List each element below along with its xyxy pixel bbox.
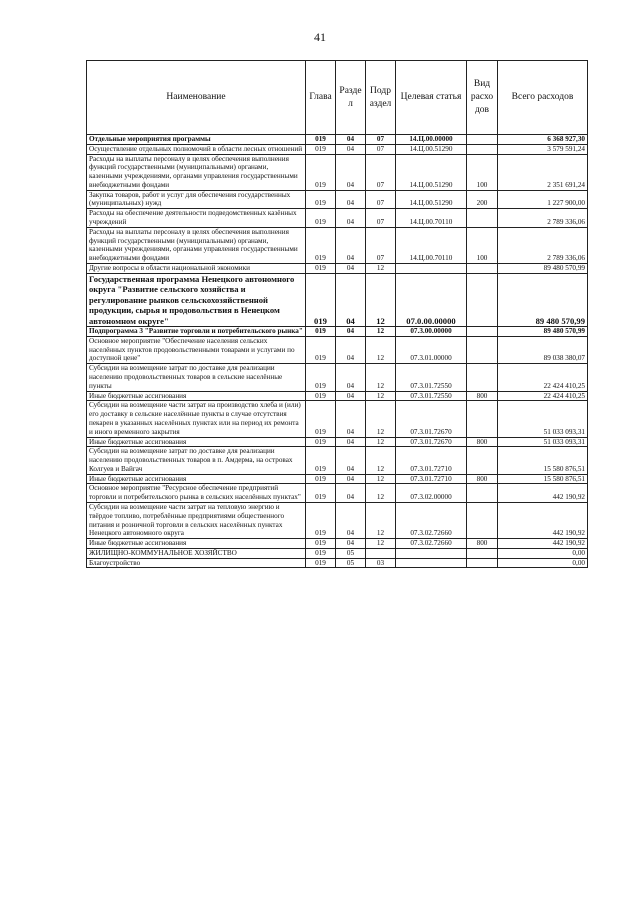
cell-total: 0,00 (498, 548, 588, 558)
cell-glava: 019 (306, 336, 336, 363)
cell-vid (467, 447, 498, 474)
table-row (87, 336, 588, 363)
cell-target: 14.Ц.00.51290 (396, 144, 467, 154)
cell-razdel: 04 (336, 539, 366, 549)
cell-total: 2 351 691,24 (498, 154, 588, 190)
cell-name: Благоустройство (87, 558, 306, 568)
cell-podrazdel: 12 (366, 502, 396, 538)
cell-vid: 800 (467, 539, 498, 549)
cell-total: 1 227 900,00 (498, 190, 588, 209)
cell-name: Осуществление отдельных полномочий в области лесных отношений (87, 144, 306, 154)
cell-podrazdel: 12 (366, 484, 396, 503)
cell-podrazdel: 12 (366, 364, 396, 391)
cell-vid (467, 502, 498, 538)
cell-target (396, 263, 467, 273)
cell-total: 2 789 336,06 (498, 227, 588, 263)
cell-name: Расходы на выплаты персоналу в целях обеспечения выполнения функций государственными (муниципальными) органами, казенными учреждениями, органами управления государственными внебюджетными фондами (87, 154, 306, 190)
cell-podrazdel: 12 (366, 539, 396, 549)
cell-razdel: 04 (336, 144, 366, 154)
table-row (87, 548, 588, 558)
header-podrazdel: Подр аздел (366, 61, 396, 135)
cell-vid: 800 (467, 437, 498, 447)
page-number: 41 (314, 30, 326, 44)
cell-razdel: 04 (336, 474, 366, 484)
cell-razdel: 04 (336, 327, 366, 337)
cell-target: 07.3.01.72710 (396, 474, 467, 484)
cell-glava: 019 (306, 401, 336, 437)
cell-razdel: 04 (336, 273, 366, 326)
cell-name: Основное мероприятие "Ресурсное обеспечение предприятий торговли и потребительского рынка в сельских населённых пунктах" (87, 484, 306, 503)
table-row (87, 273, 588, 326)
cell-vid: 800 (467, 391, 498, 401)
cell-name: ЖИЛИЩНО-КОММУНАЛЬНОЕ ХОЗЯЙСТВО (87, 548, 306, 558)
cell-total: 442 190,92 (498, 484, 588, 503)
cell-vid: 200 (467, 190, 498, 209)
cell-podrazdel (366, 548, 396, 558)
cell-total: 2 789 336,06 (498, 209, 588, 228)
cell-vid (467, 558, 498, 568)
table-header-row (87, 61, 588, 135)
cell-podrazdel: 12 (366, 437, 396, 447)
cell-total: 15 580 876,51 (498, 474, 588, 484)
cell-target: 14.Ц.00.51290 (396, 190, 467, 209)
cell-vid (467, 135, 498, 145)
cell-target: 14.Ц.00.70110 (396, 209, 467, 228)
cell-glava: 019 (306, 391, 336, 401)
cell-name: Расходы на обеспечение деятельности подведомственных казённых учреждений (87, 209, 306, 228)
cell-vid: 100 (467, 227, 498, 263)
cell-name: Субсидии на возмещение затрат по доставке для реализации населению продовольственных товаров в сельские населённые пункты (87, 364, 306, 391)
cell-target: 07.3.01.00000 (396, 336, 467, 363)
table-row (87, 190, 588, 209)
cell-total: 442 190,92 (498, 539, 588, 549)
header-glava: Глава (306, 61, 336, 135)
cell-total: 3 579 591,24 (498, 144, 588, 154)
table-row (87, 447, 588, 474)
cell-glava: 019 (306, 502, 336, 538)
cell-razdel: 04 (336, 190, 366, 209)
cell-vid (467, 548, 498, 558)
cell-podrazdel: 12 (366, 263, 396, 273)
cell-vid (467, 209, 498, 228)
cell-target: 07.3.02.72660 (396, 539, 467, 549)
cell-target: 07.0.00.00000 (396, 273, 467, 326)
cell-name: Субсидии на возмещение затрат по доставке для реализации населению продовольственных товаров в п. Амдерма, на островах Колгуев и Вайгач (87, 447, 306, 474)
cell-glava: 019 (306, 484, 336, 503)
cell-target: 07.3.02.72660 (396, 502, 467, 538)
cell-podrazdel: 12 (366, 327, 396, 337)
cell-name: Субсидии на возмещение части затрат на производство хлеба и (или) его доставку в сельские населённые пункты в случае отсутствия пекарен в указанных населённых пунктах или на период их ремонта и иного временного закрытия (87, 401, 306, 437)
cell-glava: 019 (306, 558, 336, 568)
cell-razdel: 04 (336, 437, 366, 447)
cell-podrazdel: 12 (366, 391, 396, 401)
cell-name: Закупка товаров, работ и услуг для обеспечения государственных (муниципальных) нужд (87, 190, 306, 209)
table-row (87, 227, 588, 263)
cell-podrazdel: 07 (366, 135, 396, 145)
cell-target: 07.3.01.72670 (396, 401, 467, 437)
cell-total: 22 424 410,25 (498, 391, 588, 401)
cell-vid (467, 336, 498, 363)
table-row (87, 364, 588, 391)
cell-name: Расходы на выплаты персоналу в целях обеспечения выполнения функций государственными (муниципальными) органами, казенными учреждениями, органами управления государственными внебюджетными фондами (87, 227, 306, 263)
cell-target: 07.3.01.72710 (396, 447, 467, 474)
cell-total: 89 480 570,99 (498, 273, 588, 326)
cell-target (396, 548, 467, 558)
cell-vid: 100 (467, 154, 498, 190)
cell-name: Иные бюджетные ассигнования (87, 391, 306, 401)
cell-target: 07.3.00.00000 (396, 327, 467, 337)
table-row (87, 154, 588, 190)
cell-target: 14.Ц.00.70110 (396, 227, 467, 263)
cell-vid (467, 263, 498, 273)
cell-name: Государственная программа Ненецкого автономного округа "Развитие сельского хозяйства и регулирование рынков сельскохозяйственной продукции, сырья и продовольствия в Ненецком автономном округе" (87, 273, 306, 326)
cell-total: 22 424 410,25 (498, 364, 588, 391)
table-row (87, 474, 588, 484)
cell-podrazdel: 07 (366, 190, 396, 209)
cell-podrazdel: 12 (366, 336, 396, 363)
cell-glava: 019 (306, 190, 336, 209)
cell-name: Отдельные мероприятия программы (87, 135, 306, 145)
header-vid: Вид расхо дов (467, 61, 498, 135)
cell-glava: 019 (306, 135, 336, 145)
cell-glava: 019 (306, 227, 336, 263)
cell-podrazdel: 12 (366, 474, 396, 484)
cell-target: 14.Ц.00.51290 (396, 154, 467, 190)
cell-name: Другие вопросы в области национальной экономики (87, 263, 306, 273)
cell-podrazdel: 07 (366, 209, 396, 228)
table-row (87, 144, 588, 154)
cell-razdel: 04 (336, 154, 366, 190)
table-row (87, 484, 588, 503)
cell-podrazdel: 07 (366, 144, 396, 154)
cell-target: 07.3.02.00000 (396, 484, 467, 503)
cell-razdel: 04 (336, 227, 366, 263)
cell-razdel: 04 (336, 391, 366, 401)
cell-name: Иные бюджетные ассигнования (87, 437, 306, 447)
table-body (87, 135, 588, 568)
cell-total: 51 033 093,31 (498, 401, 588, 437)
cell-glava: 019 (306, 327, 336, 337)
cell-total: 89 480 570,99 (498, 327, 588, 337)
cell-total: 0,00 (498, 558, 588, 568)
cell-glava: 019 (306, 273, 336, 326)
cell-total: 89 038 380,07 (498, 336, 588, 363)
cell-glava: 019 (306, 474, 336, 484)
cell-glava: 019 (306, 209, 336, 228)
cell-vid (467, 484, 498, 503)
header-target: Целевая статья (396, 61, 467, 135)
cell-razdel: 04 (336, 401, 366, 437)
cell-total: 51 033 093,31 (498, 437, 588, 447)
table-row (87, 401, 588, 437)
cell-total: 15 580 876,51 (498, 447, 588, 474)
cell-total: 6 368 927,30 (498, 135, 588, 145)
cell-name: Иные бюджетные ассигнования (87, 474, 306, 484)
cell-glava: 019 (306, 144, 336, 154)
cell-razdel: 04 (336, 484, 366, 503)
cell-vid (467, 327, 498, 337)
table-row (87, 263, 588, 273)
cell-total: 89 480 570,99 (498, 263, 588, 273)
cell-razdel: 04 (336, 502, 366, 538)
cell-glava: 019 (306, 548, 336, 558)
cell-name: Подпрограмма 3 "Развитие торговли и потребительского рынка" (87, 327, 306, 337)
cell-glava: 019 (306, 437, 336, 447)
cell-target: 07.3.01.72550 (396, 364, 467, 391)
cell-vid (467, 273, 498, 326)
budget-table (86, 60, 588, 568)
cell-razdel: 05 (336, 548, 366, 558)
cell-podrazdel: 12 (366, 401, 396, 437)
cell-razdel: 04 (336, 209, 366, 228)
table-row (87, 437, 588, 447)
header-razdel: Разде л (336, 61, 366, 135)
cell-vid (467, 144, 498, 154)
cell-target (396, 558, 467, 568)
cell-glava: 019 (306, 447, 336, 474)
table-row (87, 135, 588, 145)
cell-glava: 019 (306, 364, 336, 391)
cell-vid: 800 (467, 474, 498, 484)
cell-podrazdel: 03 (366, 558, 396, 568)
cell-target: 14.Ц.00.00000 (396, 135, 467, 145)
cell-podrazdel: 07 (366, 154, 396, 190)
cell-razdel: 04 (336, 336, 366, 363)
cell-razdel: 04 (336, 364, 366, 391)
table-row (87, 327, 588, 337)
cell-glava: 019 (306, 154, 336, 190)
table-row (87, 209, 588, 228)
cell-podrazdel: 07 (366, 227, 396, 263)
cell-razdel: 04 (336, 263, 366, 273)
table-row (87, 502, 588, 538)
cell-total: 442 190,92 (498, 502, 588, 538)
header-total: Всего расходов (498, 61, 588, 135)
cell-podrazdel: 12 (366, 447, 396, 474)
header-name: Наименование (87, 61, 306, 135)
table-row (87, 539, 588, 549)
cell-target: 07.3.01.72550 (396, 391, 467, 401)
cell-razdel: 05 (336, 558, 366, 568)
cell-glava: 019 (306, 539, 336, 549)
cell-razdel: 04 (336, 135, 366, 145)
table-row (87, 558, 588, 568)
cell-razdel: 04 (336, 447, 366, 474)
cell-name: Иные бюджетные ассигнования (87, 539, 306, 549)
cell-podrazdel: 12 (366, 273, 396, 326)
cell-vid (467, 401, 498, 437)
cell-target: 07.3.01.72670 (396, 437, 467, 447)
cell-name: Субсидии на возмещение части затрат на тепловую энергию и твёрдое топливо, потреблённые предприятиями общественного питания и розничной торговли в сельских населённых пунктах Ненецкого автономного округа (87, 502, 306, 538)
cell-vid (467, 364, 498, 391)
table-row (87, 391, 588, 401)
cell-name: Основное мероприятие "Обеспечение населения сельских населённых пунктов продовольственными товарами и услугами по доступной цене" (87, 336, 306, 363)
cell-glava: 019 (306, 263, 336, 273)
